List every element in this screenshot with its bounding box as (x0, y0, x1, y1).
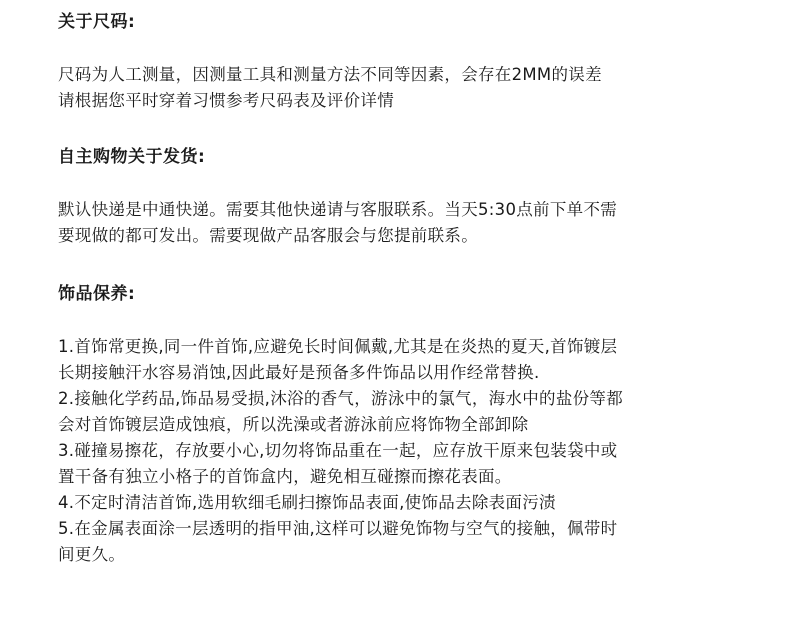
shipping-text (58, 197, 758, 249)
size-line: 尺码为人工测量，因测量工具和测量方法不同等因素，会存在2MM的误差 (58, 65, 602, 84)
shipping-line: 要现做的都可发出。需要现做产品客服会与您提前联系。 (58, 226, 478, 245)
care-section (58, 283, 758, 568)
care-line: 置干备有独立小格子的首饰盒内，避免相互碰擦而擦花表面。 (58, 467, 512, 486)
care-heading: 饰品保养: (58, 284, 136, 304)
shipping-line: 默认快递是中通快递。需要其他快递请与客服联系。当天5:30点前下单不需 (58, 200, 618, 219)
care-line: 长期接触汗水容易消蚀,因此最好是预备多件饰品以用作经常替换. (58, 363, 540, 382)
care-line: 1.首饰常更换,同一件首饰,应避免长时间佩戴,尤其是在炎热的夏天,首饰镀层 (58, 337, 618, 356)
size-section (58, 11, 758, 114)
size-text (58, 62, 758, 114)
size-heading: 关于尺码: (58, 12, 136, 32)
care-line: 5.在金属表面涂一层透明的指甲油,这样可以避免饰物与空气的接触，佩带时 (58, 519, 618, 538)
care-line: 4.不定时清洁首饰,选用软细毛刷扫擦饰品表面,使饰品去除表面污渍 (58, 493, 556, 512)
shipping-heading: 自主购物关于发货: (58, 147, 206, 167)
shipping-section (58, 146, 758, 249)
care-line: 2.接触化学药品,饰品易受损,沐浴的香气，游泳中的氯气，海水中的盐份等都 (58, 389, 624, 408)
care-text (58, 334, 758, 568)
care-line: 间更久。 (58, 545, 126, 564)
care-line: 会对首饰镀层造成蚀痕，所以洗澡或者游泳前应将饰物全部卸除 (58, 415, 529, 434)
size-line: 请根据您平时穿着习惯参考尺码表及评价详情 (58, 91, 394, 110)
care-line: 3.碰撞易擦花，存放要小心,切勿将饰品重在一起，应存放干原来包装袋中或 (58, 441, 618, 460)
